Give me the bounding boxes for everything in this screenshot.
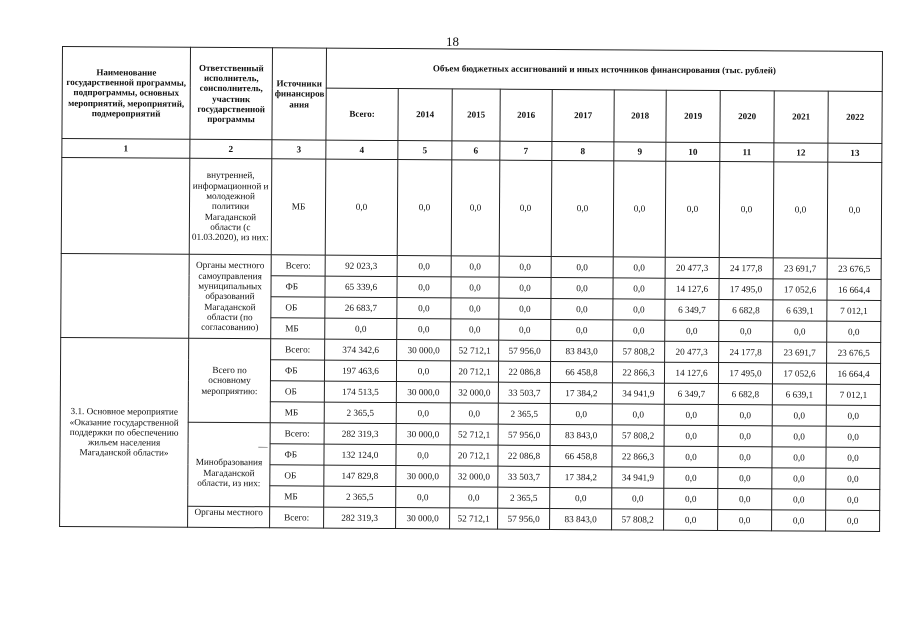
program-name-cell: 3.1. Основное мероприятие «Оказание государственной поддержки по обеспечению жильем населения Магаданской области» [60,337,189,527]
value-cell: 2 365,5 [324,486,396,507]
value-cell: 30 000,0 [396,466,450,487]
value-cell: 83 843,0 [550,424,612,445]
value-cell: 0,0 [499,160,552,256]
value-cell: 34 941,9 [612,467,664,488]
value-cell: 0,0 [613,299,665,320]
value-cell: 0,0 [499,319,551,340]
header-year: 2018 [614,90,666,142]
value-cell: 57 808,2 [612,425,664,446]
value-cell: 6 639,1 [772,384,826,405]
value-cell: 17 495,0 [719,279,773,300]
column-number: 8 [552,141,614,160]
value-cell: 57 808,2 [613,341,665,362]
value-cell: 17 384,2 [550,466,612,487]
table-row [61,337,881,363]
value-cell: 30 000,0 [396,424,450,445]
value-cell: 16 664,4 [827,279,881,300]
value-cell: 23 691,7 [773,342,827,363]
value-cell: 6 639,1 [773,300,827,321]
header-total: Всего: [326,88,398,140]
value-cell: 26 683,7 [325,297,397,318]
column-number: 2 [190,139,272,159]
header-executor: Ответственный исполнитель, соисполнитель, участник государственной программы [190,47,273,139]
value-cell: 2 365,5 [498,403,550,424]
value-cell: 197 463,6 [324,360,396,381]
value-cell: 132 124,0 [324,444,396,465]
value-cell: 17 384,2 [550,382,612,403]
value-cell: 17 052,6 [773,279,827,300]
executor-cell: Органы местного самоуправления муниципальных образований Магаданской области (по согласованию) [189,254,272,338]
value-cell: 0,0 [551,277,613,298]
value-cell: 30 000,0 [396,382,450,403]
value-cell: 0,0 [718,489,772,510]
value-cell: 7 012,1 [826,384,880,405]
value-cell: 20 477,3 [665,257,719,278]
value-cell: 0,0 [551,319,613,340]
table-row [61,158,882,259]
value-cell: 52 712,1 [450,424,498,445]
value-cell: 6 349,7 [665,299,719,320]
value-cell: 22 866,3 [612,362,664,383]
value-cell: 0,0 [719,162,774,258]
value-cell: 0,0 [773,321,827,342]
header-program-name: Наименование государственной программы, подпрограммы, основных мероприятий, мероприятий, подмероприятий [62,47,191,140]
value-cell: 23 691,7 [773,258,827,279]
source-cell: ФБ [270,444,324,465]
header-year: 2015 [452,89,500,141]
source-cell: Всего: [270,507,324,528]
value-cell: 0,0 [451,160,500,256]
source-cell: Всего: [271,255,325,276]
value-cell: 0,0 [325,318,397,339]
value-cell: 147 829,8 [324,465,396,486]
value-cell: 0,0 [664,509,718,530]
value-cell: 0,0 [718,405,772,426]
value-cell: 83 843,0 [551,340,613,361]
value-cell: 14 127,6 [664,362,718,383]
value-cell: 57 956,0 [498,508,550,529]
header-sources: Источники финансиров ания [272,48,327,140]
value-cell: 32 000,0 [450,382,498,403]
header-volume: Объем бюджетных ассигнований и иных источников финансирования (тыс. рублей) [326,48,882,91]
column-number: 4 [326,140,398,159]
page-number: 18 [446,34,459,49]
value-cell: 282 319,3 [324,423,396,444]
source-cell: ОБ [270,381,324,402]
value-cell: 22 086,8 [498,445,550,466]
value-cell: 0,0 [551,298,613,319]
value-cell: 0,0 [451,277,499,298]
value-cell: 0,0 [551,160,614,256]
budget-table [59,46,883,532]
value-cell: 6 682,8 [719,300,773,321]
value-cell: 16 664,4 [826,363,880,384]
value-cell: 57 956,0 [498,424,550,445]
value-cell: 57 956,0 [499,340,551,361]
value-cell: 0,0 [613,320,665,341]
value-cell: 20 712,1 [450,445,498,466]
value-cell: 65 339,6 [325,276,397,297]
value-cell: 0,0 [664,404,718,425]
value-cell: 6 349,7 [664,383,718,404]
value-cell: 32 000,0 [450,466,498,487]
program-name-cell [61,158,190,255]
value-cell: 0,0 [613,278,665,299]
value-cell: 30 000,0 [397,340,451,361]
column-number: 9 [614,142,666,161]
value-cell: 66 458,8 [550,361,612,382]
column-number: 1 [62,139,190,159]
value-cell: 0,0 [718,510,772,531]
value-cell: 0,0 [499,298,551,319]
header-year: 2019 [666,90,720,142]
value-cell: 0,0 [397,319,451,340]
value-cell: 0,0 [396,361,450,382]
executor-cell: Всего по основному мероприятию: [188,338,271,422]
value-cell: 7 012,1 [827,300,881,321]
value-cell: 0,0 [550,487,612,508]
value-cell: 0,0 [826,426,880,447]
value-cell: 6 682,8 [718,384,772,405]
value-cell: 0,0 [451,298,499,319]
source-cell: Всего: [270,423,324,444]
value-cell: 24 177,8 [719,258,773,279]
header-year: 2016 [500,89,552,141]
source-cell: МБ [271,318,325,339]
value-cell: 0,0 [451,319,499,340]
value-cell: 14 127,6 [665,278,719,299]
value-cell: 22 086,8 [498,361,550,382]
value-cell: 174 513,5 [324,381,396,402]
value-cell: 0,0 [499,256,551,277]
value-cell: 0,0 [772,510,826,531]
dash-mark: — [258,441,268,452]
value-cell: 0,0 [718,468,772,489]
source-cell: МБ [270,486,324,507]
value-cell: 0,0 [826,468,880,489]
value-cell: 0,0 [613,161,666,257]
value-cell: 0,0 [772,489,826,510]
source-cell: МБ [270,402,324,423]
value-cell: 0,0 [718,426,772,447]
value-cell: 0,0 [827,162,882,258]
header-year: 2014 [398,89,452,141]
value-cell: 0,0 [772,426,826,447]
column-number: 10 [666,142,720,161]
value-cell: 92 023,3 [325,255,397,276]
value-cell: 2 365,5 [498,487,550,508]
value-cell: 0,0 [826,510,880,531]
value-cell: 0,0 [772,468,826,489]
value-cell: 0,0 [773,162,828,258]
column-number: 5 [398,141,452,160]
column-number: 3 [272,140,326,159]
value-cell: 0,0 [772,405,826,426]
value-cell: 0,0 [550,403,612,424]
program-name-cell [61,253,190,338]
value-cell: 20 712,1 [450,361,498,382]
value-cell: 0,0 [718,447,772,468]
value-cell: 0,0 [396,403,450,424]
value-cell: 33 503,7 [498,466,550,487]
value-cell: 0,0 [826,489,880,510]
source-cell: ФБ [270,360,324,381]
value-cell: 0,0 [665,320,719,341]
executor-text: Минобразования Магаданской области, из них: [195,457,263,489]
column-number: 13 [828,143,882,162]
value-cell: 0,0 [612,488,664,509]
value-cell: 17 052,6 [772,363,826,384]
value-cell: 0,0 [664,446,718,467]
value-cell: 24 177,8 [719,342,773,363]
value-cell: 0,0 [397,298,451,319]
value-cell: 0,0 [450,403,498,424]
column-number: 6 [452,141,500,160]
value-cell: 0,0 [827,321,881,342]
source-cell: ФБ [271,276,325,297]
value-cell: 0,0 [325,159,398,255]
value-cell: 23 676,5 [827,258,881,279]
value-cell: 0,0 [664,425,718,446]
value-cell: 34 941,9 [612,383,664,404]
value-cell: 57 808,2 [612,509,664,530]
value-cell: 30 000,0 [396,508,450,529]
executor-cell: внутренней, информационной и молодежной политики Магаданской области (с 01.03.2020), из них: [189,158,272,254]
value-cell: 33 503,7 [498,382,550,403]
value-cell: 66 458,8 [550,445,612,466]
value-cell: 0,0 [499,277,551,298]
value-cell: 0,0 [397,277,451,298]
table-row [61,253,881,279]
value-cell: 0,0 [612,404,664,425]
source-cell: ОБ [270,465,324,486]
value-cell: 0,0 [665,161,720,257]
value-cell: 0,0 [719,321,773,342]
header-year: 2022 [828,91,882,143]
header-year: 2017 [552,89,614,141]
value-cell: 20 477,3 [665,341,719,362]
value-cell: 0,0 [396,487,450,508]
value-cell: 0,0 [826,405,880,426]
value-cell: 0,0 [613,257,665,278]
value-cell: 2 365,5 [324,402,396,423]
source-cell: Всего: [271,339,325,360]
column-number: 11 [720,143,774,162]
value-cell: 282 319,3 [324,507,396,528]
value-cell: 0,0 [397,256,451,277]
column-number: 7 [500,141,552,160]
value-cell: 0,0 [551,256,613,277]
value-cell: 0,0 [451,256,499,277]
value-cell: 0,0 [826,447,880,468]
value-cell: 0,0 [772,447,826,468]
column-number: 12 [774,143,828,162]
value-cell: 0,0 [664,467,718,488]
value-cell: 23 676,5 [827,342,881,363]
value-cell: 17 495,0 [718,363,772,384]
executor-cell [188,422,271,506]
source-cell: МБ [271,159,326,255]
value-cell: 83 843,0 [550,508,612,529]
value-cell: 374 342,6 [325,339,397,360]
document-sheet [59,46,883,532]
value-cell: 0,0 [396,445,450,466]
value-cell: 22 866,3 [612,446,664,467]
value-cell: 0,0 [450,487,498,508]
value-cell: 0,0 [664,488,718,509]
value-cell: 52 712,1 [451,340,499,361]
value-cell: 0,0 [397,160,452,256]
source-cell: ОБ [271,297,325,318]
header-year: 2020 [720,91,774,143]
executor-cell: Органы местного [188,506,270,528]
value-cell: 52 712,1 [450,508,498,529]
header-year: 2021 [774,91,828,143]
